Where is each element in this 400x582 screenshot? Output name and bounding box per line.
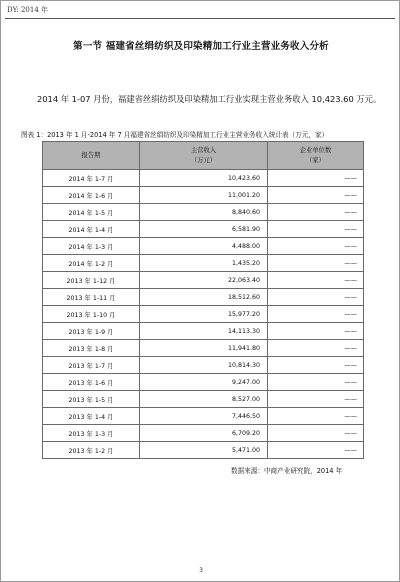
count-cell: ——	[268, 272, 364, 289]
page-number: 3	[199, 567, 203, 574]
table-caption: 图表 1：2013 年 1 月-2014 年 7 月福建省丝绢纺织及印染精加工行业主营业务收入统计表（万元，家）	[21, 131, 329, 139]
count-cell: ——	[268, 238, 364, 255]
revenue-cell: 9,247.00	[140, 374, 268, 391]
header-code: DY: 2014 年	[7, 6, 48, 14]
column-header-period: 报告期	[43, 142, 140, 170]
revenue-cell: 7,446.50	[140, 408, 268, 425]
table-row	[43, 272, 364, 289]
revenue-cell: 18,512.60	[140, 289, 268, 306]
count-cell: ——	[268, 374, 364, 391]
table-row	[43, 289, 364, 306]
column-header-revenue: 主营收入 （万元）	[140, 142, 268, 170]
revenue-cell: 11,001.20	[140, 187, 268, 204]
revenue-cell: 22,063.40	[140, 272, 268, 289]
count-cell: ——	[268, 357, 364, 374]
period-cell: 2013 年 1-6 月	[43, 374, 140, 391]
table-row	[43, 340, 364, 357]
count-cell: ——	[268, 391, 364, 408]
table-row	[43, 255, 364, 272]
period-cell: 2013 年 1-11 月	[43, 289, 140, 306]
count-cell: ——	[268, 425, 364, 442]
summary-paragraph: 2014 年 1-07 月份，福建省丝绢纺织及印染精加工行业实现主营业务收入 10,423.60 万元。	[37, 94, 382, 104]
period-cell: 2014 年 1-5 月	[43, 204, 140, 221]
table-row	[43, 238, 364, 255]
header-divider	[5, 18, 395, 19]
table-row	[43, 425, 364, 442]
period-cell: 2014 年 1-2 月	[43, 255, 140, 272]
count-cell: ——	[268, 323, 364, 340]
count-cell: ——	[268, 170, 364, 187]
table-row	[43, 391, 364, 408]
table-row	[43, 408, 364, 425]
table-header-row	[43, 142, 364, 170]
table-body	[43, 170, 364, 459]
revenue-cell: 8,527.00	[140, 391, 268, 408]
count-cell: ——	[268, 306, 364, 323]
table-row	[43, 306, 364, 323]
revenue-cell: 10,423.60	[140, 170, 268, 187]
count-cell: ——	[268, 255, 364, 272]
period-cell: 2014 年 1-7 月	[43, 170, 140, 187]
table-row	[43, 187, 364, 204]
revenue-cell: 11,941.80	[140, 340, 268, 357]
table-row	[43, 221, 364, 238]
period-cell: 2014 年 1-3 月	[43, 238, 140, 255]
revenue-table	[42, 141, 364, 459]
revenue-cell: 6,581.90	[140, 221, 268, 238]
table-row	[43, 323, 364, 340]
table-row	[43, 374, 364, 391]
period-cell: 2014 年 1-6 月	[43, 187, 140, 204]
revenue-cell: 14,113.30	[140, 323, 268, 340]
revenue-cell: 4,488.00	[140, 238, 268, 255]
column-header-count: 企业单位数 （家）	[268, 142, 364, 170]
table-row	[43, 170, 364, 187]
table-row	[43, 204, 364, 221]
revenue-cell: 8,840.60	[140, 204, 268, 221]
table-row	[43, 442, 364, 459]
period-cell: 2013 年 1-3 月	[43, 425, 140, 442]
period-cell: 2013 年 1-2 月	[43, 442, 140, 459]
data-source: 数据来源：中商产业研究院，2014 年	[231, 467, 343, 475]
revenue-cell: 10,814.30	[140, 357, 268, 374]
period-cell: 2014 年 1-4 月	[43, 221, 140, 238]
period-cell: 2013 年 1-12 月	[43, 272, 140, 289]
count-cell: ——	[268, 442, 364, 459]
period-cell: 2013 年 1-10 月	[43, 306, 140, 323]
period-cell: 2013 年 1-4 月	[43, 408, 140, 425]
revenue-cell: 5,471.00	[140, 442, 268, 459]
count-cell: ——	[268, 289, 364, 306]
period-cell: 2013 年 1-8 月	[43, 340, 140, 357]
period-cell: 2013 年 1-7 月	[43, 357, 140, 374]
count-cell: ——	[268, 187, 364, 204]
revenue-cell: 15,977.20	[140, 306, 268, 323]
table-row	[43, 357, 364, 374]
revenue-cell: 6,709.20	[140, 425, 268, 442]
revenue-cell: 1,435.20	[140, 255, 268, 272]
count-cell: ——	[268, 204, 364, 221]
count-cell: ——	[268, 340, 364, 357]
count-cell: ——	[268, 221, 364, 238]
period-cell: 2013 年 1-5 月	[43, 391, 140, 408]
section-title: 第一节 福建省丝绢纺织及印染精加工行业主营业务收入分析	[73, 41, 329, 52]
period-cell: 2013 年 1-9 月	[43, 323, 140, 340]
count-cell: ——	[268, 408, 364, 425]
